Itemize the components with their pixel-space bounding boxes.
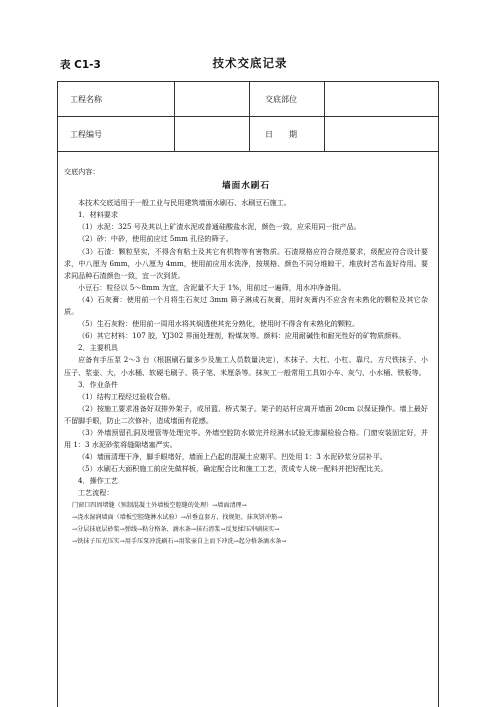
process-flow-line: →浇水湿润墙面（墙板空腔缝淋水试验）→吊垂直套方、找规矩、抹灰饼冲筋→ [72,513,283,521]
paragraph: （6）其它材料：107 胶，YJ302 界面处理剂，粉煤灰等。颜料：应用耐碱性和耐光性好的矿物质颜料。 [78,331,406,341]
paragraph: （4）石灰膏：使用前一个月将生石灰过 3mm 筛子淋成石灰膏，用时灰膏内不应含有未熟化的颗粒及其它杂质。 [64,294,428,317]
column-divider [249,82,250,151]
section-title: 墙面水刷石 [222,181,270,192]
document-title: 技术交底记录 [212,56,288,70]
handover-dept-label: 交底部位 [265,95,297,104]
paragraph: （5）水刷石大面积施工前应先做样板，确定配合比和施工工艺，责成专人统一配料并把好配比关。 [78,464,388,474]
section-heading: 2．主要机具 [78,343,118,353]
column-divider [174,82,175,151]
paragraph: （2）按施工要求准备好双排外架子，或吊篮、桥式架子。架子的站杆应离开墙面 20cm 以保证操作。墙上最好不留脚手眼，防止二次修补，造成墙面有花感。 [64,403,428,425]
section-heading: 3．作业条件 [78,379,118,389]
paragraph: （5）生石灰粉：使用前一周用水将其焖透使其充分熟化，使用时不得含有未熟化的颗粒。 [78,319,360,329]
row-divider [58,116,438,117]
date-label: 日 期 [265,130,297,139]
paragraph: 工艺流程： [78,488,114,498]
section-heading: 4．操作工艺 [78,476,118,486]
row-divider [58,151,438,152]
project-name-label: 工程名称 [70,95,102,104]
handover-content [64,166,428,548]
record-table [57,81,439,707]
process-flow-line: →分层抹底层砂浆→弹线→粘分格条、滴水条→抹石渣浆→反复揉压冲刷抹实→ [72,525,280,533]
content-label: 交底内容： [64,167,100,176]
paragraph: 小豆石：粒径以 5～8mm 为宜，含泥量不大于 1%，用前过一遍筛，用水冲净备用。 [78,282,346,292]
paragraph: （1）结构工程经过验收合格。 [78,391,175,401]
paragraph: （2）砂：中砂，使用前应过 5mm 孔径的筛子。 [78,234,233,244]
paragraph: （3）外墙预留孔洞及埋管等处理完毕。外墙空腔防水做完并经淋水试验无渗漏检验合格。门窗安装固定好，并用 1：3 水泥砂浆将缝隙堵塞严实。 [64,427,428,450]
process-flow-line: 门窗口四周堵缝（预制混凝土外墙板空腔缝的处理）→墙面清理→ [72,501,247,509]
project-no-label: 工程编号 [70,130,102,139]
process-flow-line: →铁抹子压光压实→用手压泵冲洗刷石→用浆壶自上而下冲洗→起分格条滴水条→ [72,537,287,545]
paragraph: （1）水泥：325 号及其以上矿渣水泥或普通硅酸盐水泥，颜色一致，应采用同一批产品。 [78,222,361,232]
paragraph: （3）石渣：颗粒坚实，不得含有粘土及其它有机物等有害物质。石渣规格应符合规范要求，级配应符合设计要求，中八厘为 6mm，小八厘为 4mm，使用前应用水洗净，按规格、颜色不同分堆晾干，堆放时苫布盖好待用。要求同品种石渣颜色一致，宜一次到货。 [64,246,428,280]
paragraph: 应备有手压泵 2～3 台（根据刷石量多少及施工人员数量决定），木抹子、大杠、小杠、靠尺、方尺铁抹子、小压子、浆壶、大，小水桶、软硬毛刷子、筷子笔、米厘条等。抹灰工一般常用工具如小车、灰勺、小水桶、铁板等。 [64,355,428,377]
column-divider [324,82,325,151]
form-number: 表 C1-3 [60,59,101,71]
paragraph: 本技术交底适用于一般工业与民用建筑墙面水刷石、水刷豆石施工。 [78,198,291,208]
section-heading: 1．材料要求 [78,210,118,220]
paragraph: （4）墙面清理干净，脚手眼堵好，墙面上凸起的混凝土应剔平。凹处用 1：3 水泥砂浆分层补平。 [78,452,387,462]
